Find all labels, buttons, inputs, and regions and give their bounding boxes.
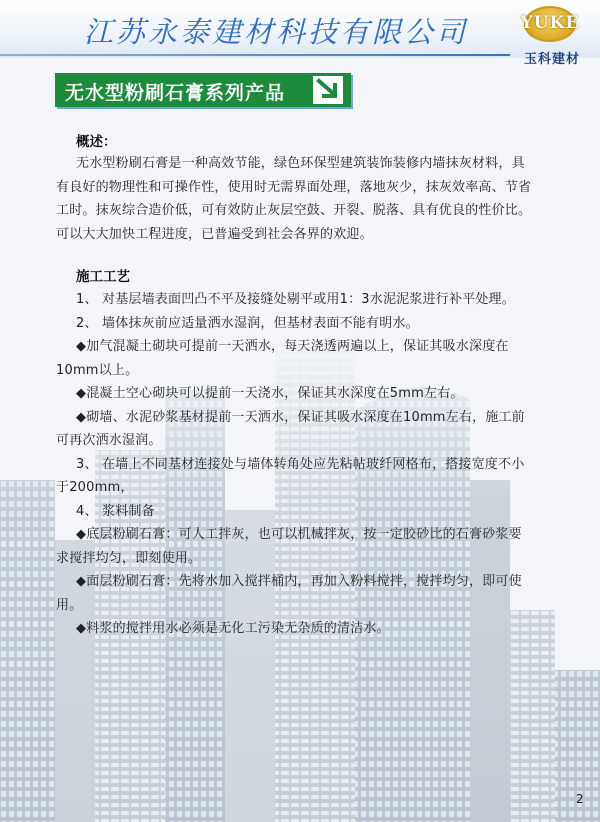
process-line: ◆加气混凝土砌块可提前一天洒水，每天浇透两遍以上，保证其吸水深度在 [76, 339, 509, 354]
header-divider [0, 54, 510, 56]
process-paragraph [56, 288, 561, 641]
process-line: 用。 [56, 597, 83, 613]
overview-line: 有良好的物理性和可操作性，使用时无需界面处理，落地灰少，抹灰效率高、节省 [56, 179, 532, 195]
overview-line: 可以大大加快工程进度，已普遍受到社会各界的欢迎。 [56, 226, 373, 242]
overview-heading: 概述： [76, 134, 117, 150]
process-line: 1、 对基层墙表面凹凸不平及接缝处剔平或用1：3水泥泥浆进行补平处理。 [76, 292, 515, 307]
process-line: 可再次洒水湿润。 [56, 433, 162, 448]
overview-line: 无水型粉刷石膏是一种高效节能，绿色环保型建筑装饰装修内墙抹灰材料，具 [76, 156, 525, 171]
overview-paragraph [56, 152, 561, 246]
process-line: 10mm以上。 [56, 362, 139, 378]
process-line: 3、 在墙上不同基材连接处与墙体转角处应先粘帖玻纤网格布，搭接宽度不小 [76, 456, 525, 472]
process-line: ◆砌墙、水泥砂浆基材提前一天洒水，保证其吸水深度在10mm左右，施工前 [76, 409, 525, 425]
page-number: 2 [576, 792, 584, 806]
process-line: ◆混凝土空心砌块可以提前一天浇水，保证其水深度在5mm左右。 [76, 386, 464, 401]
overview-line: 工时。抹灰综合造价低，可有效防止灰层空鼓、开裂、脱落、具有优良的性价比。 [56, 203, 532, 218]
section-title: 无水型粉刷石膏系列产品 [65, 82, 286, 104]
company-name: 江苏永泰建材科技有限公司 [84, 15, 469, 49]
process-line: ◆面层粉刷石膏：先将水加入搅拌桶内，再加入粉料搅拌，搅拌均匀，即可使 [76, 574, 522, 589]
process-line: ◆料浆的搅拌用水必须是无化工污染无杂质的清洁水。 [76, 621, 390, 636]
process-line: 求搅拌均匀，即刻使用。 [56, 550, 202, 566]
process-line: 于200mm， [56, 480, 134, 495]
logo-chinese-name: 玉科建材 [523, 52, 580, 67]
section-banner [55, 73, 351, 107]
process-line: 2、 墙体抹灰前应适量洒水湿润，但基材表面不能有明水。 [76, 315, 419, 331]
logo-text: YUKE [520, 13, 580, 33]
process-line: 4、 浆料制备 [76, 503, 155, 519]
company-logo [514, 6, 586, 70]
process-heading: 施工工艺 [76, 269, 130, 285]
process-line: ◆底层粉刷石膏：可人工拌灰，也可以机械拌灰，按一定胶砂比的石膏砂浆要 [76, 527, 522, 542]
arrow-down-right-icon [313, 76, 343, 104]
